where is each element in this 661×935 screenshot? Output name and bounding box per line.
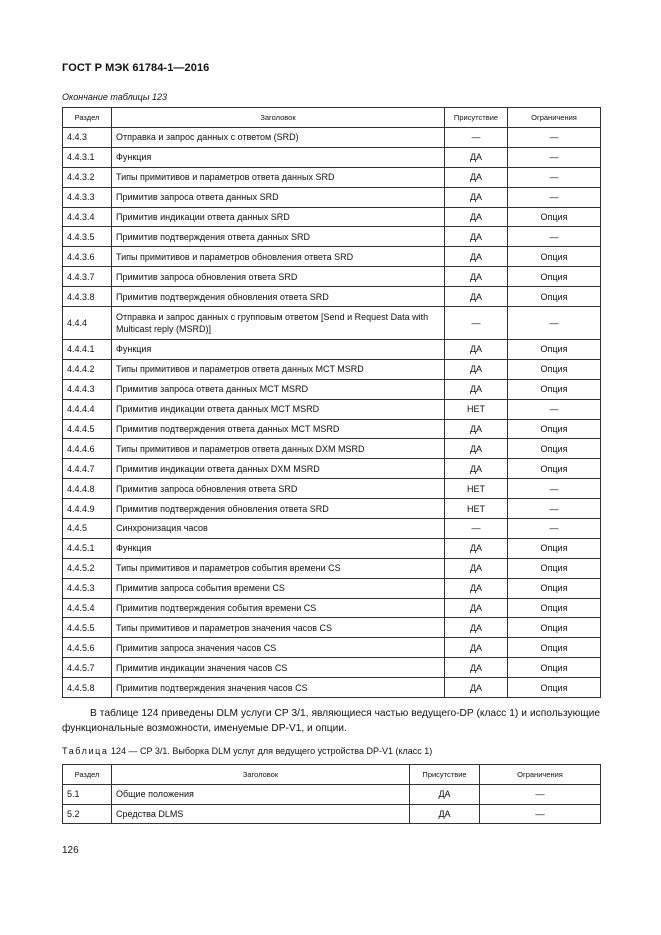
table-124-caption-text: 124 — CP 3/1. Выборка DLM услуг для ведущего устройства DP-V1 (класс 1) [108,746,433,756]
restrictions-cell: Опция [508,340,601,360]
document-header: ГОСТ Р МЭК 61784-1—2016 [62,62,210,74]
table-row [63,519,601,539]
section-cell: 4.4.5.8 [63,678,112,698]
restrictions-cell: — [508,307,601,340]
restrictions-cell: Опция [508,267,601,287]
table-123-caption: Окончание таблицы 123 [62,92,167,102]
restrictions-cell: Опция [508,359,601,379]
table-row [63,578,601,598]
table-row [63,167,601,187]
presence-cell: ДА [445,658,508,678]
restrictions-cell: Опция [508,618,601,638]
title-cell: Отправка и запрос данных с ответом (SRD) [112,128,445,148]
section-cell: 4.4.5.7 [63,658,112,678]
presence-cell: ДА [445,419,508,439]
section-cell: 4.4.4.2 [63,359,112,379]
title-cell: Типы примитивов и параметров ответа данных MCT MSRD [112,359,445,379]
title-cell: Примитив индикации ответа данных SRD [112,207,445,227]
table-row [63,267,601,287]
title-cell: Примитив запроса ответа данных MCT MSRD [112,379,445,399]
table-row [63,147,601,167]
presence-cell: ДА [445,167,508,187]
section-cell: 4.4.3.3 [63,187,112,207]
presence-cell: ДА [445,207,508,227]
restrictions-cell: — [508,167,601,187]
section-cell: 4.4.5.6 [63,638,112,658]
title-cell: Примитив индикации значения часов CS [112,658,445,678]
table-row [63,247,601,267]
restrictions-cell: Опция [508,538,601,558]
presence-cell: ДА [445,267,508,287]
presence-cell: — [445,128,508,148]
column-header-restrictions: Ограничения [508,108,601,128]
presence-cell: ДА [445,538,508,558]
restrictions-cell: — [508,187,601,207]
title-cell: Примитив подтверждения обновления ответа SRD [112,287,445,307]
table-row [63,785,601,805]
column-header-presence: Присутствие [445,108,508,128]
restrictions-cell: Опция [508,638,601,658]
column-header-restrictions: Ограничения [480,765,601,785]
section-cell: 4.4.4.3 [63,379,112,399]
restrictions-cell: Опция [508,598,601,618]
title-cell: Примитив запроса события времени CS [112,578,445,598]
table-header-row [63,765,601,785]
table-row [63,618,601,638]
table-row [63,678,601,698]
table-124-caption-label: Таблица [62,746,109,756]
presence-cell: ДА [445,638,508,658]
table-124 [62,764,601,824]
restrictions-cell: Опция [508,439,601,459]
column-header-section: Раздел [63,765,112,785]
table-124-caption [62,746,432,756]
section-cell: 4.4.5.5 [63,618,112,638]
section-cell: 4.4.3.8 [63,287,112,307]
presence-cell: НЕТ [445,399,508,419]
title-cell: Типы примитивов и параметров ответа данных DXM MSRD [112,439,445,459]
table-row [63,307,601,340]
table-row [63,538,601,558]
restrictions-cell: Опция [508,658,601,678]
title-cell: Общие положения [112,785,410,805]
restrictions-cell: Опция [508,419,601,439]
section-cell: 4.4.4.5 [63,419,112,439]
title-cell: Примитив подтверждения значения часов CS [112,678,445,698]
presence-cell: ДА [410,785,480,805]
section-cell: 4.4.3.2 [63,167,112,187]
title-cell: Синхронизация часов [112,519,445,539]
title-cell: Типы примитивов и параметров обновления ответа SRD [112,247,445,267]
section-cell: 5.1 [63,785,112,805]
table-row [63,227,601,247]
section-cell: 4.4.3.6 [63,247,112,267]
restrictions-cell: — [508,399,601,419]
section-cell: 4.4.4.8 [63,479,112,499]
presence-cell: НЕТ [445,479,508,499]
section-cell: 4.4.3.7 [63,267,112,287]
restrictions-cell: — [480,804,601,824]
restrictions-cell: — [508,519,601,539]
section-cell: 4.4.3.4 [63,207,112,227]
title-cell: Примитив подтверждения обновления ответа SRD [112,499,445,519]
table-row [63,638,601,658]
title-cell: Примитив запроса обновления ответа SRD [112,267,445,287]
presence-cell: ДА [410,804,480,824]
section-cell: 4.4.4 [63,307,112,340]
table-row [63,379,601,399]
presence-cell: ДА [445,379,508,399]
restrictions-cell: Опция [508,287,601,307]
restrictions-cell: Опция [508,678,601,698]
title-cell: Примитив запроса значения часов CS [112,638,445,658]
presence-cell: ДА [445,578,508,598]
section-cell: 4.4.3.1 [63,147,112,167]
table-header-row [63,108,601,128]
table-row [63,128,601,148]
restrictions-cell: Опция [508,459,601,479]
section-cell: 4.4.5.2 [63,558,112,578]
table-row [63,558,601,578]
table-row [63,359,601,379]
presence-cell: — [445,307,508,340]
page-number: 126 [62,845,79,856]
table-row [63,399,601,419]
section-cell: 4.4.5 [63,519,112,539]
title-cell: Типы примитивов и параметров события времени CS [112,558,445,578]
title-cell: Типы примитивов и параметров ответа данных SRD [112,167,445,187]
presence-cell: ДА [445,678,508,698]
presence-cell: ДА [445,558,508,578]
title-cell: Примитив индикации ответа данных MCT MSRD [112,399,445,419]
table-row [63,207,601,227]
title-cell: Типы примитивов и параметров значения часов CS [112,618,445,638]
section-cell: 4.4.4.9 [63,499,112,519]
table-row [63,419,601,439]
column-header-presence: Присутствие [410,765,480,785]
title-cell: Функция [112,538,445,558]
restrictions-cell: — [508,479,601,499]
body-paragraph: В таблице 124 приведены DLM услуги CP 3/1, являющиеся частью ведущего-DP (класс 1) и использующие функциональные возможности, именуемые DP-V1, и опции. [62,708,600,734]
title-cell: Функция [112,340,445,360]
presence-cell: ДА [445,340,508,360]
table-row [63,499,601,519]
table-row [63,287,601,307]
title-cell: Примитив подтверждения события времени CS [112,598,445,618]
section-cell: 4.4.4.7 [63,459,112,479]
presence-cell: — [445,519,508,539]
title-cell: Примитив подтверждения ответа данных MCT MSRD [112,419,445,439]
presence-cell: ДА [445,247,508,267]
table-row [63,439,601,459]
restrictions-cell: Опция [508,558,601,578]
title-cell: Примитив подтверждения ответа данных SRD [112,227,445,247]
restrictions-cell: Опция [508,379,601,399]
table-123 [62,107,601,698]
presence-cell: ДА [445,459,508,479]
restrictions-cell: — [508,499,601,519]
section-cell: 4.4.4.1 [63,340,112,360]
restrictions-cell: — [508,227,601,247]
restrictions-cell: — [508,128,601,148]
table-row [63,187,601,207]
section-cell: 4.4.5.1 [63,538,112,558]
restrictions-cell: — [480,785,601,805]
title-cell: Примитив запроса обновления ответа SRD [112,479,445,499]
presence-cell: ДА [445,359,508,379]
column-header-section: Раздел [63,108,112,128]
presence-cell: ДА [445,147,508,167]
table-row [63,598,601,618]
presence-cell: ДА [445,598,508,618]
restrictions-cell: Опция [508,247,601,267]
title-cell: Примитив индикации ответа данных DXM MSRD [112,459,445,479]
presence-cell: ДА [445,439,508,459]
section-cell: 4.4.4.6 [63,439,112,459]
restrictions-cell: Опция [508,578,601,598]
section-cell: 4.4.5.4 [63,598,112,618]
restrictions-cell: — [508,147,601,167]
title-cell: Функция [112,147,445,167]
presence-cell: ДА [445,287,508,307]
section-cell: 4.4.3.5 [63,227,112,247]
section-cell: 4.4.4.4 [63,399,112,419]
table-row [63,804,601,824]
column-header-title: Заголовок [112,108,445,128]
table-row [63,658,601,678]
column-header-title: Заголовок [112,765,410,785]
presence-cell: НЕТ [445,499,508,519]
table-row [63,459,601,479]
title-cell: Примитив запроса ответа данных SRD [112,187,445,207]
presence-cell: ДА [445,227,508,247]
section-cell: 4.4.5.3 [63,578,112,598]
presence-cell: ДА [445,618,508,638]
table-row [63,340,601,360]
section-cell: 5.2 [63,804,112,824]
restrictions-cell: Опция [508,207,601,227]
table-row [63,479,601,499]
title-cell: Отправка и запрос данных с групповым ответом [Send и Request Data with Multicast reply (MSRD)] [112,307,445,340]
section-cell: 4.4.3 [63,128,112,148]
presence-cell: ДА [445,187,508,207]
title-cell: Средства DLMS [112,804,410,824]
